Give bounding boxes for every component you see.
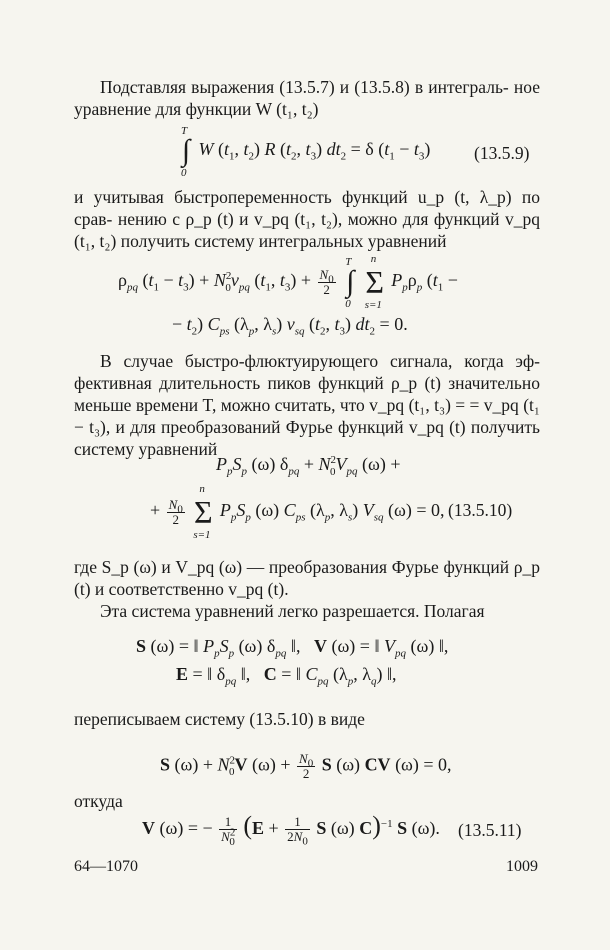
paragraph-6 <box>74 708 540 730</box>
paragraph-7-text: откуда <box>74 791 123 811</box>
equation-integral-system-line-1: $\rho_{pq}$ $(t_1 - t_3) + N^2_0v_{pq}$ ($t_1$, $t_3$) + $\frac{N_0}{2}$ ∫ T 0 Σ n s=1 $P_p\rho_p$ ($t_1$ − <box>118 253 458 311</box>
equation-integral-system-line-2: − $t_2$) $C_{ps}$ ($\lambda_p$, $\lambda_s$) $v_{sq}$ ($t_2$, $t_3$) $dt_2 = 0$. <box>172 314 408 338</box>
equation-number-13-5-11: (13.5.11) <box>458 820 522 840</box>
equation-definitions-line-2: E = ‖ $\delta_{pq}$ ‖, C = ‖ $C_{pq}$ ($\lambda_p$, $\lambda_q$) ‖, <box>176 664 397 688</box>
equation-13-5-9: ∫ T 0 W ($t_1$, $t_2$) R ($t_2$, $t_3$) $dt_2 = \delta$ $(t_1 - t_3)$ <box>178 136 430 166</box>
equation-matrix: S $(\omega) + N^2_0V$ (ω) + $\frac{N_0}{2}$ S (ω) CV (ω) = 0, <box>160 751 452 781</box>
paragraph-5-text: Эта система уравнений легко разрешается. Полагая <box>100 601 485 621</box>
page-number: 1009 <box>506 858 538 875</box>
paragraph-2-text: и учитывая быстропеременность функций u_p (t, λ_p) по срав- нению с ρ_p (t) и v_pq (t₁, t₂), можно для функций v_pq (t₁, t₂) получить систему интегральных уравнений <box>74 187 540 251</box>
equation-13-5-11: V (ω) = − $\frac{1}{N^2_0}$ (E + $\frac{1}{2N_0}$ S (ω) C)$^{-1}$ S (ω). <box>142 811 440 848</box>
paragraph-6-text: переписываем систему (13.5.10) в виде <box>74 709 365 729</box>
paragraph-5 <box>74 600 540 622</box>
paragraph-4 <box>74 556 540 600</box>
paragraph-2 <box>74 186 540 252</box>
paragraph-1-text: Подставляя выражения (13.5.7) и (13.5.8) в интеграль- ное уравнение для функции W (t₁, t₂) <box>74 77 540 119</box>
paragraph-7 <box>74 790 540 812</box>
paragraph-4-text: где S_p (ω) и V_pq (ω) — преобразования Фурье функций ρ_p (t) и соответственно v_pq (t). <box>74 557 540 599</box>
equation-number-13-5-10: (13.5.10) <box>448 500 513 520</box>
paragraph-3-text: В случае быстро-флюктуирующего сигнала, когда эф- фективная длительность пиков функций ρ_p (t) значительно меньше времени T, можно считать, что v_pq (t₁, t₃) = = v_pq (t₁ − t₃), и для преобразований Фурье функций v_pq (t) получить систему уравнений <box>74 351 540 459</box>
footer-signature: 64—1070 <box>74 858 138 875</box>
equation-13-5-10-line-2: + $\frac{N_0}{2}$ Σ n s=1 $P_pS_p$ (ω) $C_{ps}$ ($\lambda_p$, $\lambda_s$) $V_{sq}$ (ω) = 0, <box>150 483 445 541</box>
integral-sign: ∫ T 0 <box>181 125 191 179</box>
equation-13-5-10-line-1: $P_pS_p$ (ω) $\delta_{pq} + N^2_0V_{pq}$ (ω) + <box>216 454 401 478</box>
equation-definitions-line-1: S (ω) = ‖ $P_pS_p$ (ω) $\delta_{pq}$ ‖, V (ω) = ‖ $V_{pq}$ (ω) ‖, <box>136 636 449 660</box>
paragraph-3 <box>74 350 540 460</box>
equation-number-13-5-9: (13.5.9) <box>474 143 530 163</box>
paragraph-1 <box>74 76 540 120</box>
